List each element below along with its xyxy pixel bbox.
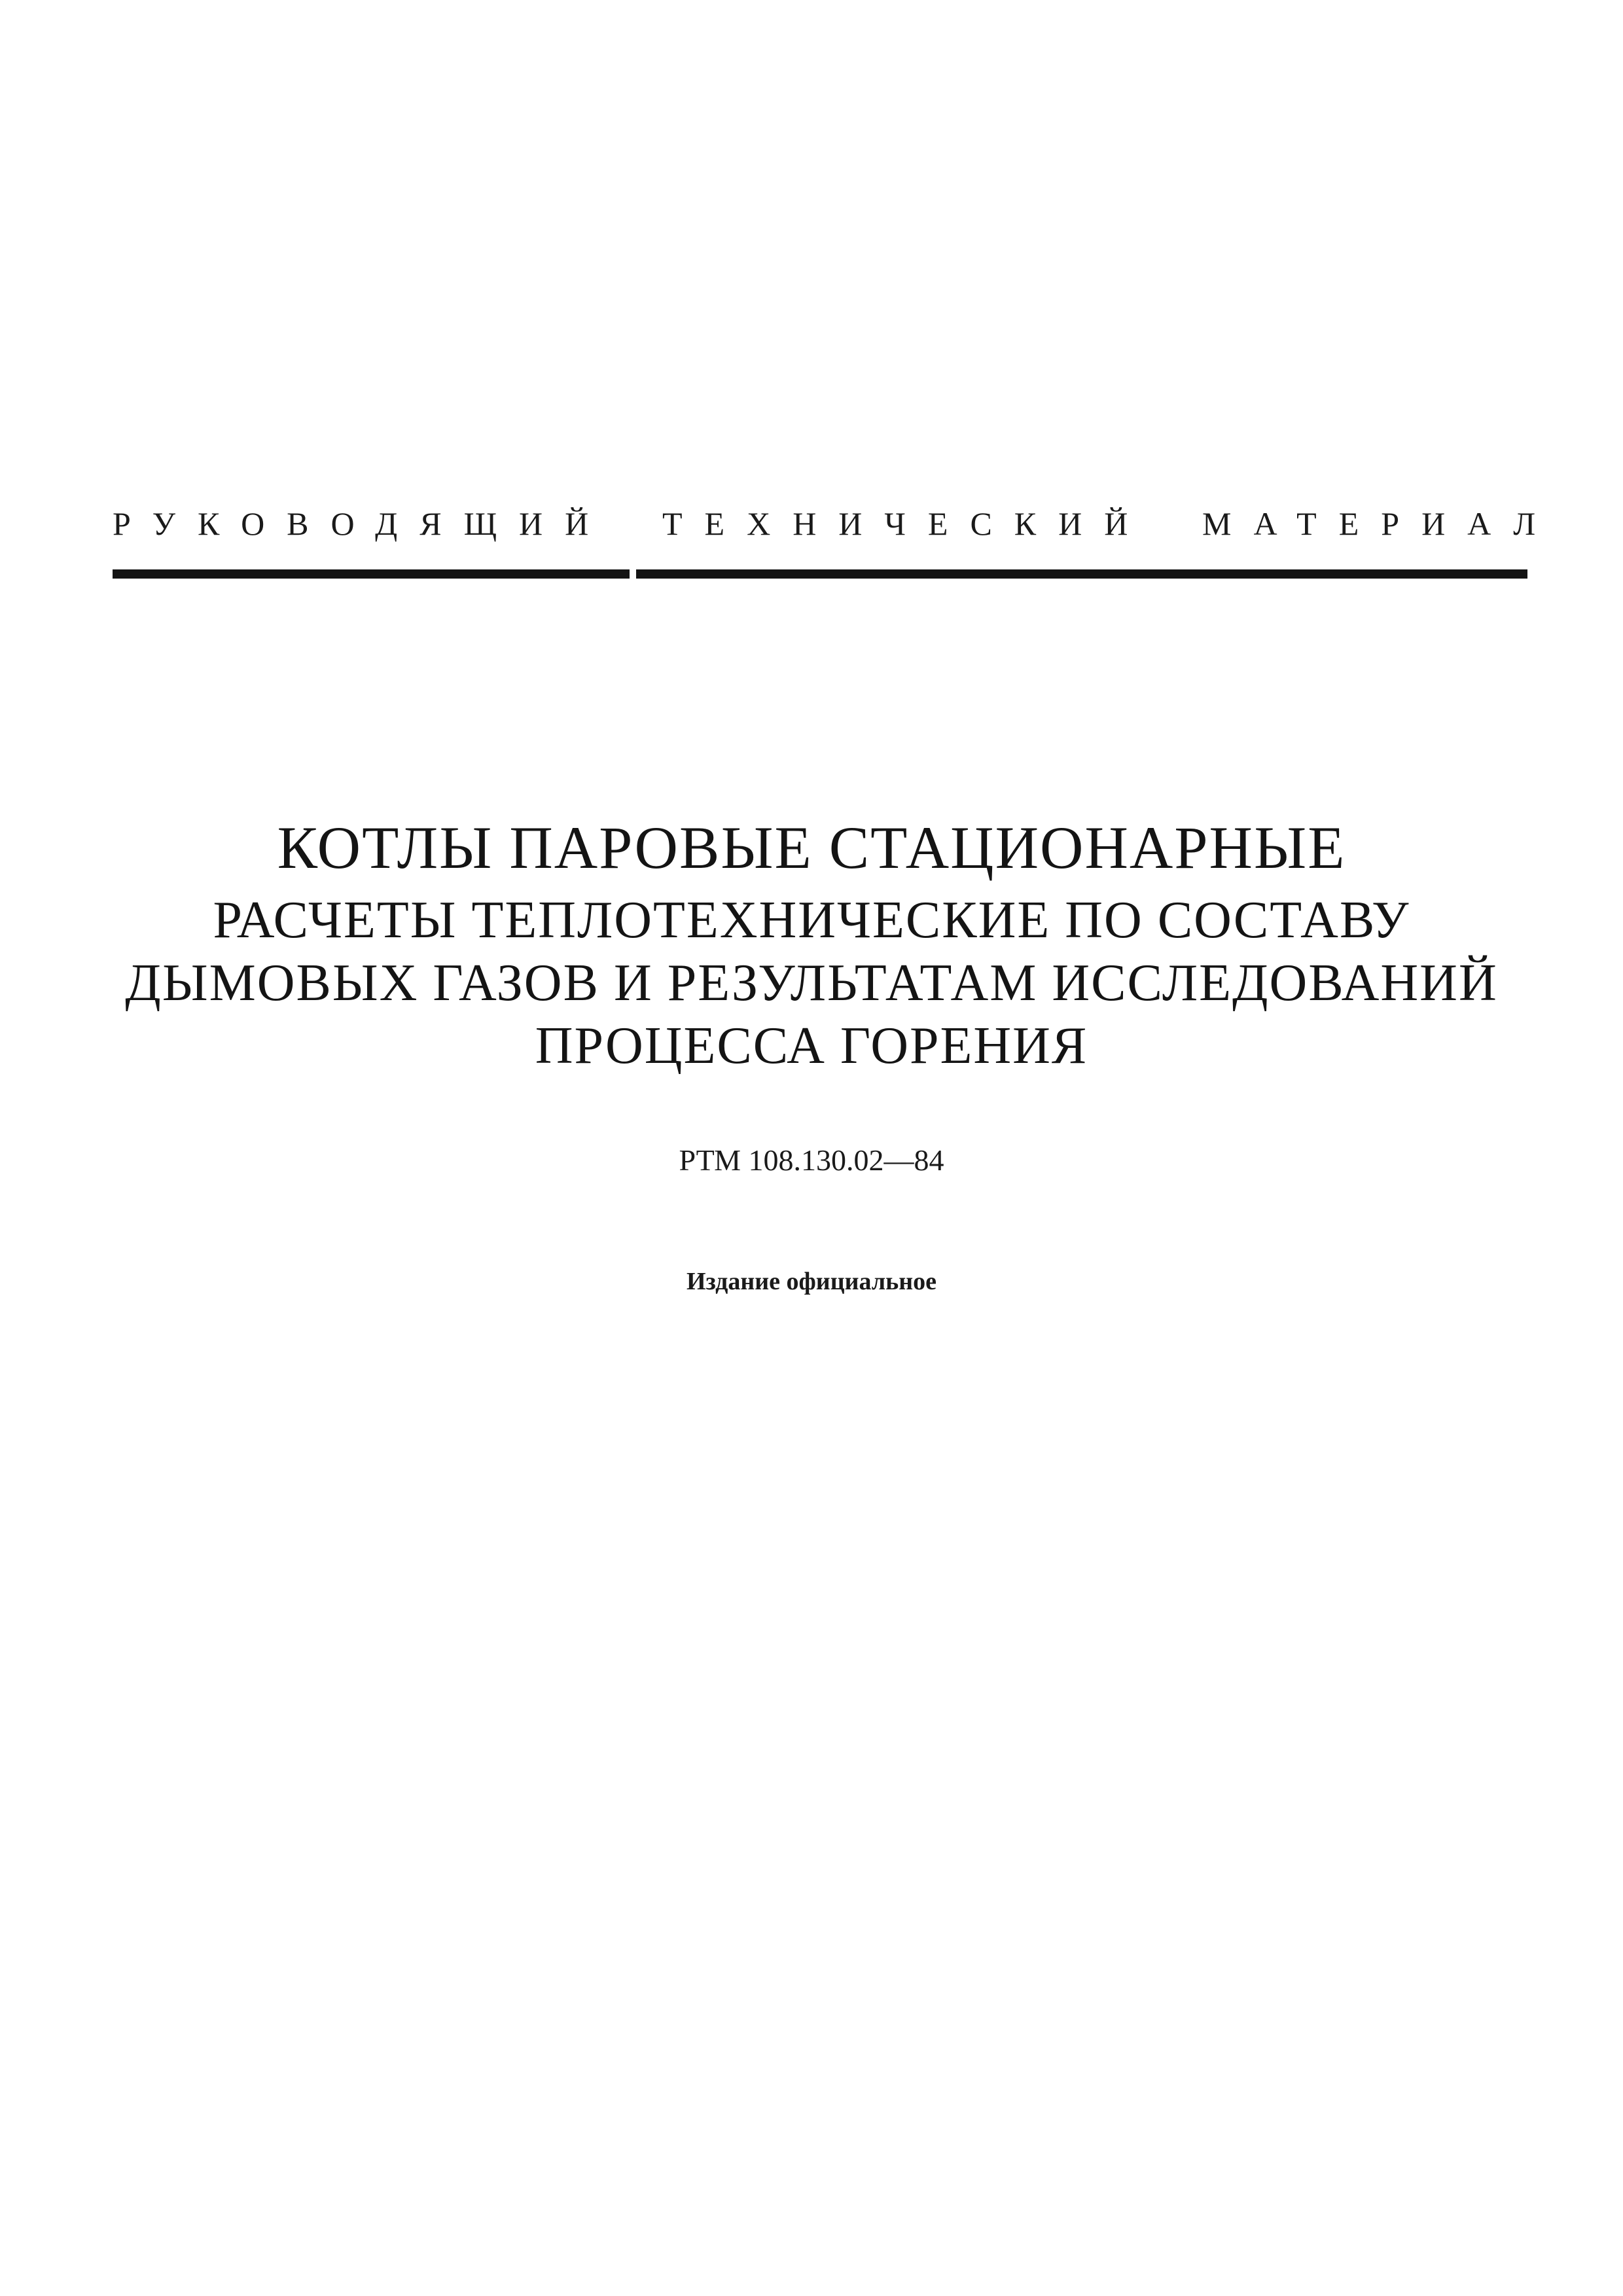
main-title: КОТЛЫ ПАРОВЫЕ СТАЦИОНАРНЫЕ: [277, 814, 1346, 881]
header-rule-left: [113, 569, 630, 579]
series-word-guiding: РУКОВОДЯЩИЙ: [113, 505, 611, 542]
subtitle-line-3: ПРОЦЕССА ГОРЕНИЯ: [535, 1017, 1088, 1075]
subtitle: [0, 889, 1623, 1077]
document-code: РТМ 108.130.02—84: [679, 1143, 944, 1177]
subtitle-line-2: ДЫМОВЫХ ГАЗОВ И РЕЗУЛЬТАТАМ ИССЛЕДОВАНИЙ: [125, 954, 1498, 1012]
series-word-technical: ТЕХНИЧЕСКИЙ: [662, 505, 1150, 542]
series-header: [113, 504, 1558, 583]
subtitle-line-1: РАСЧЕТЫ ТЕПЛОТЕХНИЧЕСКИЕ ПО СОСТАВУ: [213, 891, 1410, 949]
header-rule-right: [636, 569, 1527, 579]
title-block: [0, 812, 1623, 1077]
edition-note: Издание официальное: [686, 1268, 936, 1295]
series-word-material: МАТЕРИАЛ: [1202, 505, 1558, 542]
